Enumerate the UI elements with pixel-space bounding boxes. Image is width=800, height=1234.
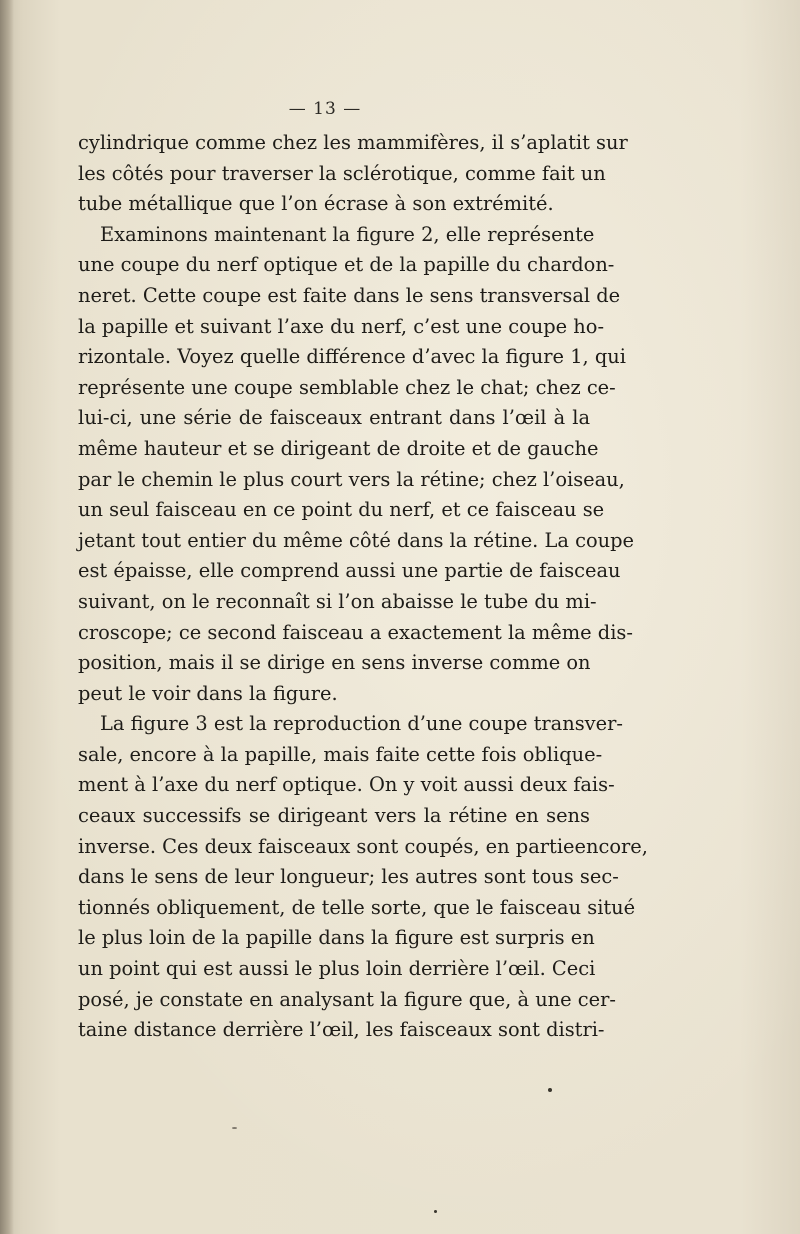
text-line: dans le sens de leur longueur; les autres sont tous sec-	[78, 865, 619, 889]
text-line: le plus loin de la papille dans la figure est surpris en	[78, 926, 595, 950]
text-line: par le chemin le plus court vers la rétine; chez l’oiseau,	[78, 467, 625, 491]
paper-speck	[232, 1127, 237, 1129]
text-line: sale, encore à la papille, mais faite cette fois oblique-	[78, 742, 603, 766]
text-line: position, mais il se dirige en sens inverse comme on	[78, 651, 591, 675]
text-line: suivant, on le reconnaît si l’on abaisse le tube du mi-	[78, 589, 597, 613]
text-line: ment à l’axe du nerf optique. On y voit aussi deux fais-	[78, 773, 615, 797]
text-line: tionnés obliquement, de telle sorte, que le faisceau situé	[78, 895, 636, 919]
text-line: neret. Cette coupe est faite dans le sens transversal de	[78, 283, 621, 307]
text-line: taine distance derrière l’œil, les faisceaux sont distri-	[78, 1018, 605, 1042]
paper-speck	[548, 1088, 552, 1092]
text-line: représente une coupe semblable chez le chat; chez ce-	[78, 375, 616, 399]
text-line: croscope; ce second faisceau a exactement la même dis-	[78, 620, 633, 644]
text-line: Examinons maintenant la figure 2, elle représente	[100, 222, 595, 246]
text-line: un seul faisceau en ce point du nerf, et ce faisceau se	[78, 498, 605, 522]
text-line: tube métallique que l’on écrase à son extrémité.	[78, 192, 554, 216]
text-line: ceaux successifs se dirigeant vers la rétine en sens	[78, 804, 590, 828]
text-line: lui-ci, une série de faisceaux entrant dans l’œil à la	[78, 406, 590, 430]
text-line: est épaisse, elle comprend aussi une partie de faisceau	[78, 559, 621, 583]
text-line: une coupe du nerf optique et de la papille du chardon-	[78, 253, 615, 277]
text-line: la papille et suivant l’axe du nerf, c’est une coupe ho-	[78, 314, 605, 338]
text-line: inverse. Ces deux faisceaux sont coupés, en partieencore,	[78, 834, 648, 858]
text-line: rizontale. Voyez quelle différence d’avec la figure 1, qui	[78, 345, 626, 369]
text-line: posé, je constate en analysant la figure que, à une cer-	[78, 987, 616, 1011]
binding-gutter	[0, 0, 14, 1234]
text-line: les côtés pour traverser la sclérotique, comme fait un	[78, 161, 606, 185]
page-number: — 13 —	[288, 99, 362, 119]
text-line: La figure 3 est la reproduction d’une coupe transver-	[100, 712, 623, 736]
text-line: un point qui est aussi le plus loin derrière l’œil. Ceci	[78, 957, 596, 981]
body-text	[78, 128, 648, 1046]
text-line: même hauteur et se dirigeant de droite et de gauche	[78, 436, 599, 460]
text-line: peut le voir dans la figure.	[78, 681, 338, 705]
paper-speck	[434, 1210, 437, 1213]
text-line: jetant tout entier du même côté dans la rétine. La coupe	[78, 528, 635, 552]
text-line: cylindrique comme chez les mammifères, il s’aplatit sur	[78, 131, 628, 154]
